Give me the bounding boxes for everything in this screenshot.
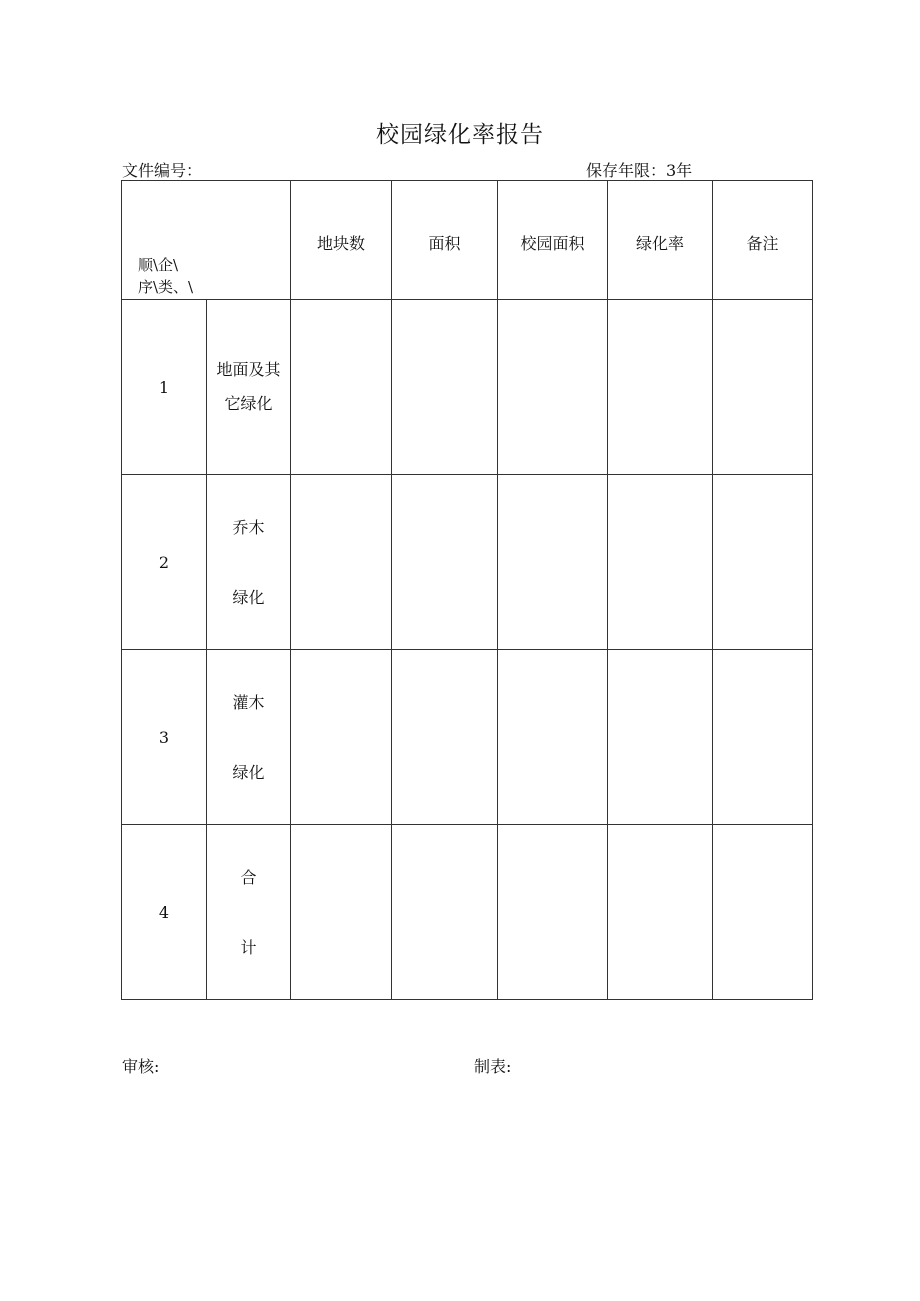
header-plot-count: 地块数 bbox=[291, 181, 392, 300]
table-row bbox=[122, 475, 813, 650]
cell-greening-rate bbox=[608, 475, 713, 650]
cell-campus-area bbox=[498, 825, 608, 1000]
cell-campus-area bbox=[498, 650, 608, 825]
cell-greening-rate bbox=[608, 300, 713, 475]
row-number: 4 bbox=[122, 825, 207, 1000]
cell-plot-count bbox=[291, 825, 392, 1000]
cell-campus-area bbox=[498, 300, 608, 475]
header-area: 面积 bbox=[392, 181, 498, 300]
corner-header-cell bbox=[122, 181, 291, 300]
retention-period-label: 保存年限：3年 bbox=[586, 161, 693, 180]
table-header-row bbox=[122, 181, 813, 300]
category-line-1: 灌木 bbox=[232, 692, 265, 712]
cell-area bbox=[392, 825, 498, 1000]
row-number: 3 bbox=[122, 650, 207, 825]
cell-plot-count bbox=[291, 650, 392, 825]
corner-line-1: 顺\企\ bbox=[138, 256, 179, 274]
cell-plot-count bbox=[291, 475, 392, 650]
row-number: 1 bbox=[122, 300, 207, 475]
report-title: 校园绿化率报告 bbox=[376, 122, 544, 148]
header-remarks: 备注 bbox=[713, 181, 813, 300]
table-row bbox=[122, 825, 813, 1000]
row-category bbox=[207, 300, 291, 475]
category-line-1: 合 bbox=[240, 867, 257, 887]
table-row bbox=[122, 300, 813, 475]
cell-remarks bbox=[713, 825, 813, 1000]
row-category bbox=[207, 825, 291, 1000]
cell-greening-rate bbox=[608, 825, 713, 1000]
row-number: 2 bbox=[122, 475, 207, 650]
category-line-1: 乔木 bbox=[232, 517, 265, 537]
corner-line-2: 序\类、\ bbox=[138, 278, 194, 296]
cell-greening-rate bbox=[608, 650, 713, 825]
cell-plot-count bbox=[291, 300, 392, 475]
row-category bbox=[207, 475, 291, 650]
review-label: 审核: bbox=[122, 1057, 160, 1076]
file-number-label: 文件编号： bbox=[122, 161, 203, 180]
category-line-2: 绿化 bbox=[232, 587, 265, 607]
category-line-2: 它绿化 bbox=[224, 394, 273, 413]
category-line-2: 绿化 bbox=[232, 762, 265, 782]
cell-area bbox=[392, 475, 498, 650]
cell-remarks bbox=[713, 300, 813, 475]
greening-rate-table bbox=[121, 180, 813, 1000]
header-campus-area: 校园面积 bbox=[498, 181, 608, 300]
category-line-1: 地面及其 bbox=[216, 360, 281, 379]
cell-remarks bbox=[713, 650, 813, 825]
table-row bbox=[122, 650, 813, 825]
cell-area bbox=[392, 300, 498, 475]
row-category bbox=[207, 650, 291, 825]
prepared-by-label: 制表: bbox=[474, 1057, 512, 1076]
category-line-2: 计 bbox=[240, 937, 257, 957]
cell-area bbox=[392, 650, 498, 825]
header-greening-rate: 绿化率 bbox=[608, 181, 713, 300]
cell-campus-area bbox=[498, 475, 608, 650]
cell-remarks bbox=[713, 475, 813, 650]
